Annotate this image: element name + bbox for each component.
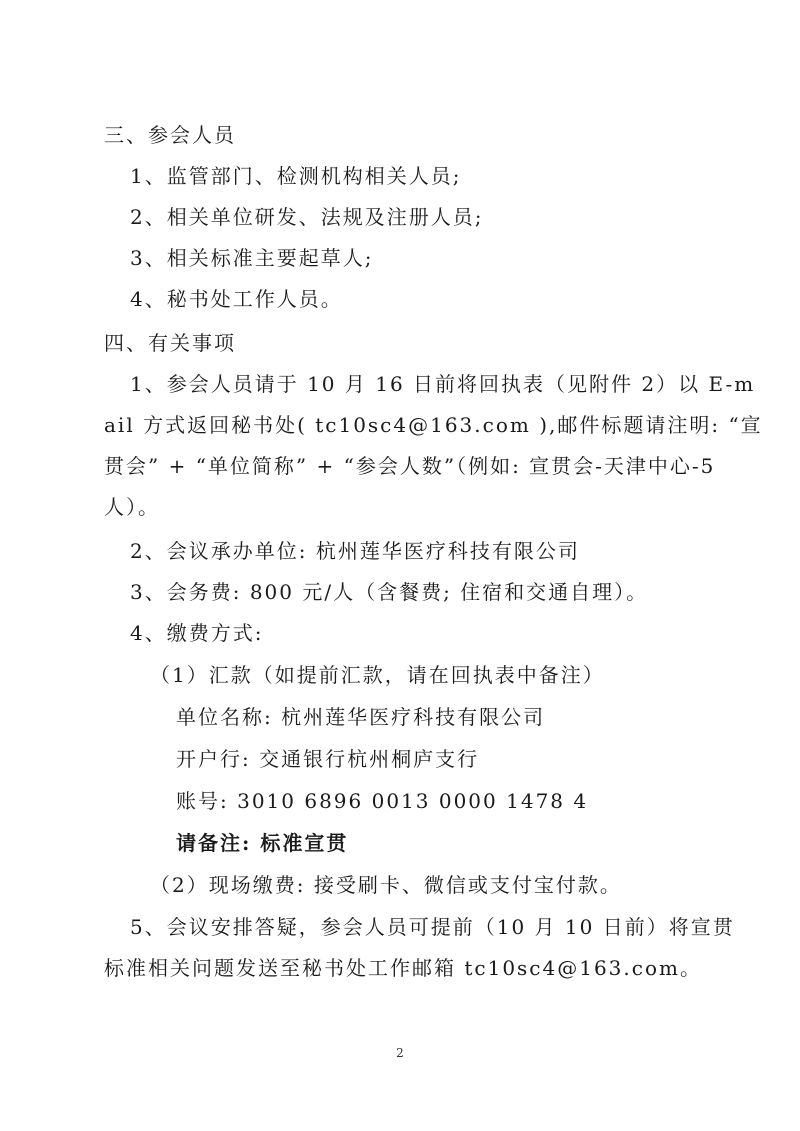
- section-3-heading: 三、参会人员: [104, 123, 236, 147]
- payment-account-number: 账号: 3010 6896 0013 0000 1478 4: [176, 789, 589, 813]
- page-number: 2: [396, 1046, 404, 1060]
- section-4-item-4: 4、缴费方式:: [130, 621, 264, 645]
- section-4-item-1-line-4: 人）。: [104, 495, 160, 519]
- section-3-item-4: 4、秘书处工作人员。: [130, 287, 343, 311]
- payment-bank: 开户行: 交通银行杭州桐庐支行: [176, 747, 480, 771]
- section-4-item-3: 3、会务费: 800 元/人（含餐费; 住宿和交通自理）。: [130, 580, 649, 604]
- section-3-item-3: 3、相关标准主要起草人;: [130, 246, 374, 270]
- payment-method-2: （2）现场缴费: 接受刷卡、微信或支付宝付款。: [150, 873, 622, 897]
- payment-method-1-label: （1）汇款（如提前汇款，请在回执表中备注）: [150, 663, 605, 687]
- section-3-item-1: 1、监管部门、检测机构相关人员;: [130, 164, 462, 188]
- section-4-item-2: 2、会议承办单位: 杭州莲华医疗科技有限公司: [130, 539, 580, 563]
- section-4-item-5-line-2: 标准相关问题发送至秘书处工作邮箱 tc10sc4@163.com。: [104, 956, 702, 980]
- section-4-heading: 四、有关事项: [104, 331, 236, 355]
- section-3-item-2: 2、相关单位研发、法规及注册人员;: [130, 205, 484, 229]
- section-4-item-1-line-1: 1、参会人员请于 10 月 16 日前将回执表（见附件 2）以 E-m: [130, 372, 756, 396]
- payment-remark: 请备注: 标准宣贯: [176, 831, 349, 855]
- section-4-item-1-line-2: ail 方式返回秘书处( tc10sc4@163.com ),邮件标题请注明: “宣: [104, 413, 763, 437]
- payment-unit-name: 单位名称: 杭州莲华医疗科技有限公司: [176, 705, 546, 729]
- section-4-item-5-line-1: 5、会议安排答疑，参会人员可提前（10 月 10 日前）将宣贯: [130, 915, 735, 939]
- section-4-item-1-line-3: 贯会” + “单位简称” + “参会人数”（例如: 宣贯会-天津中心-5: [104, 454, 716, 478]
